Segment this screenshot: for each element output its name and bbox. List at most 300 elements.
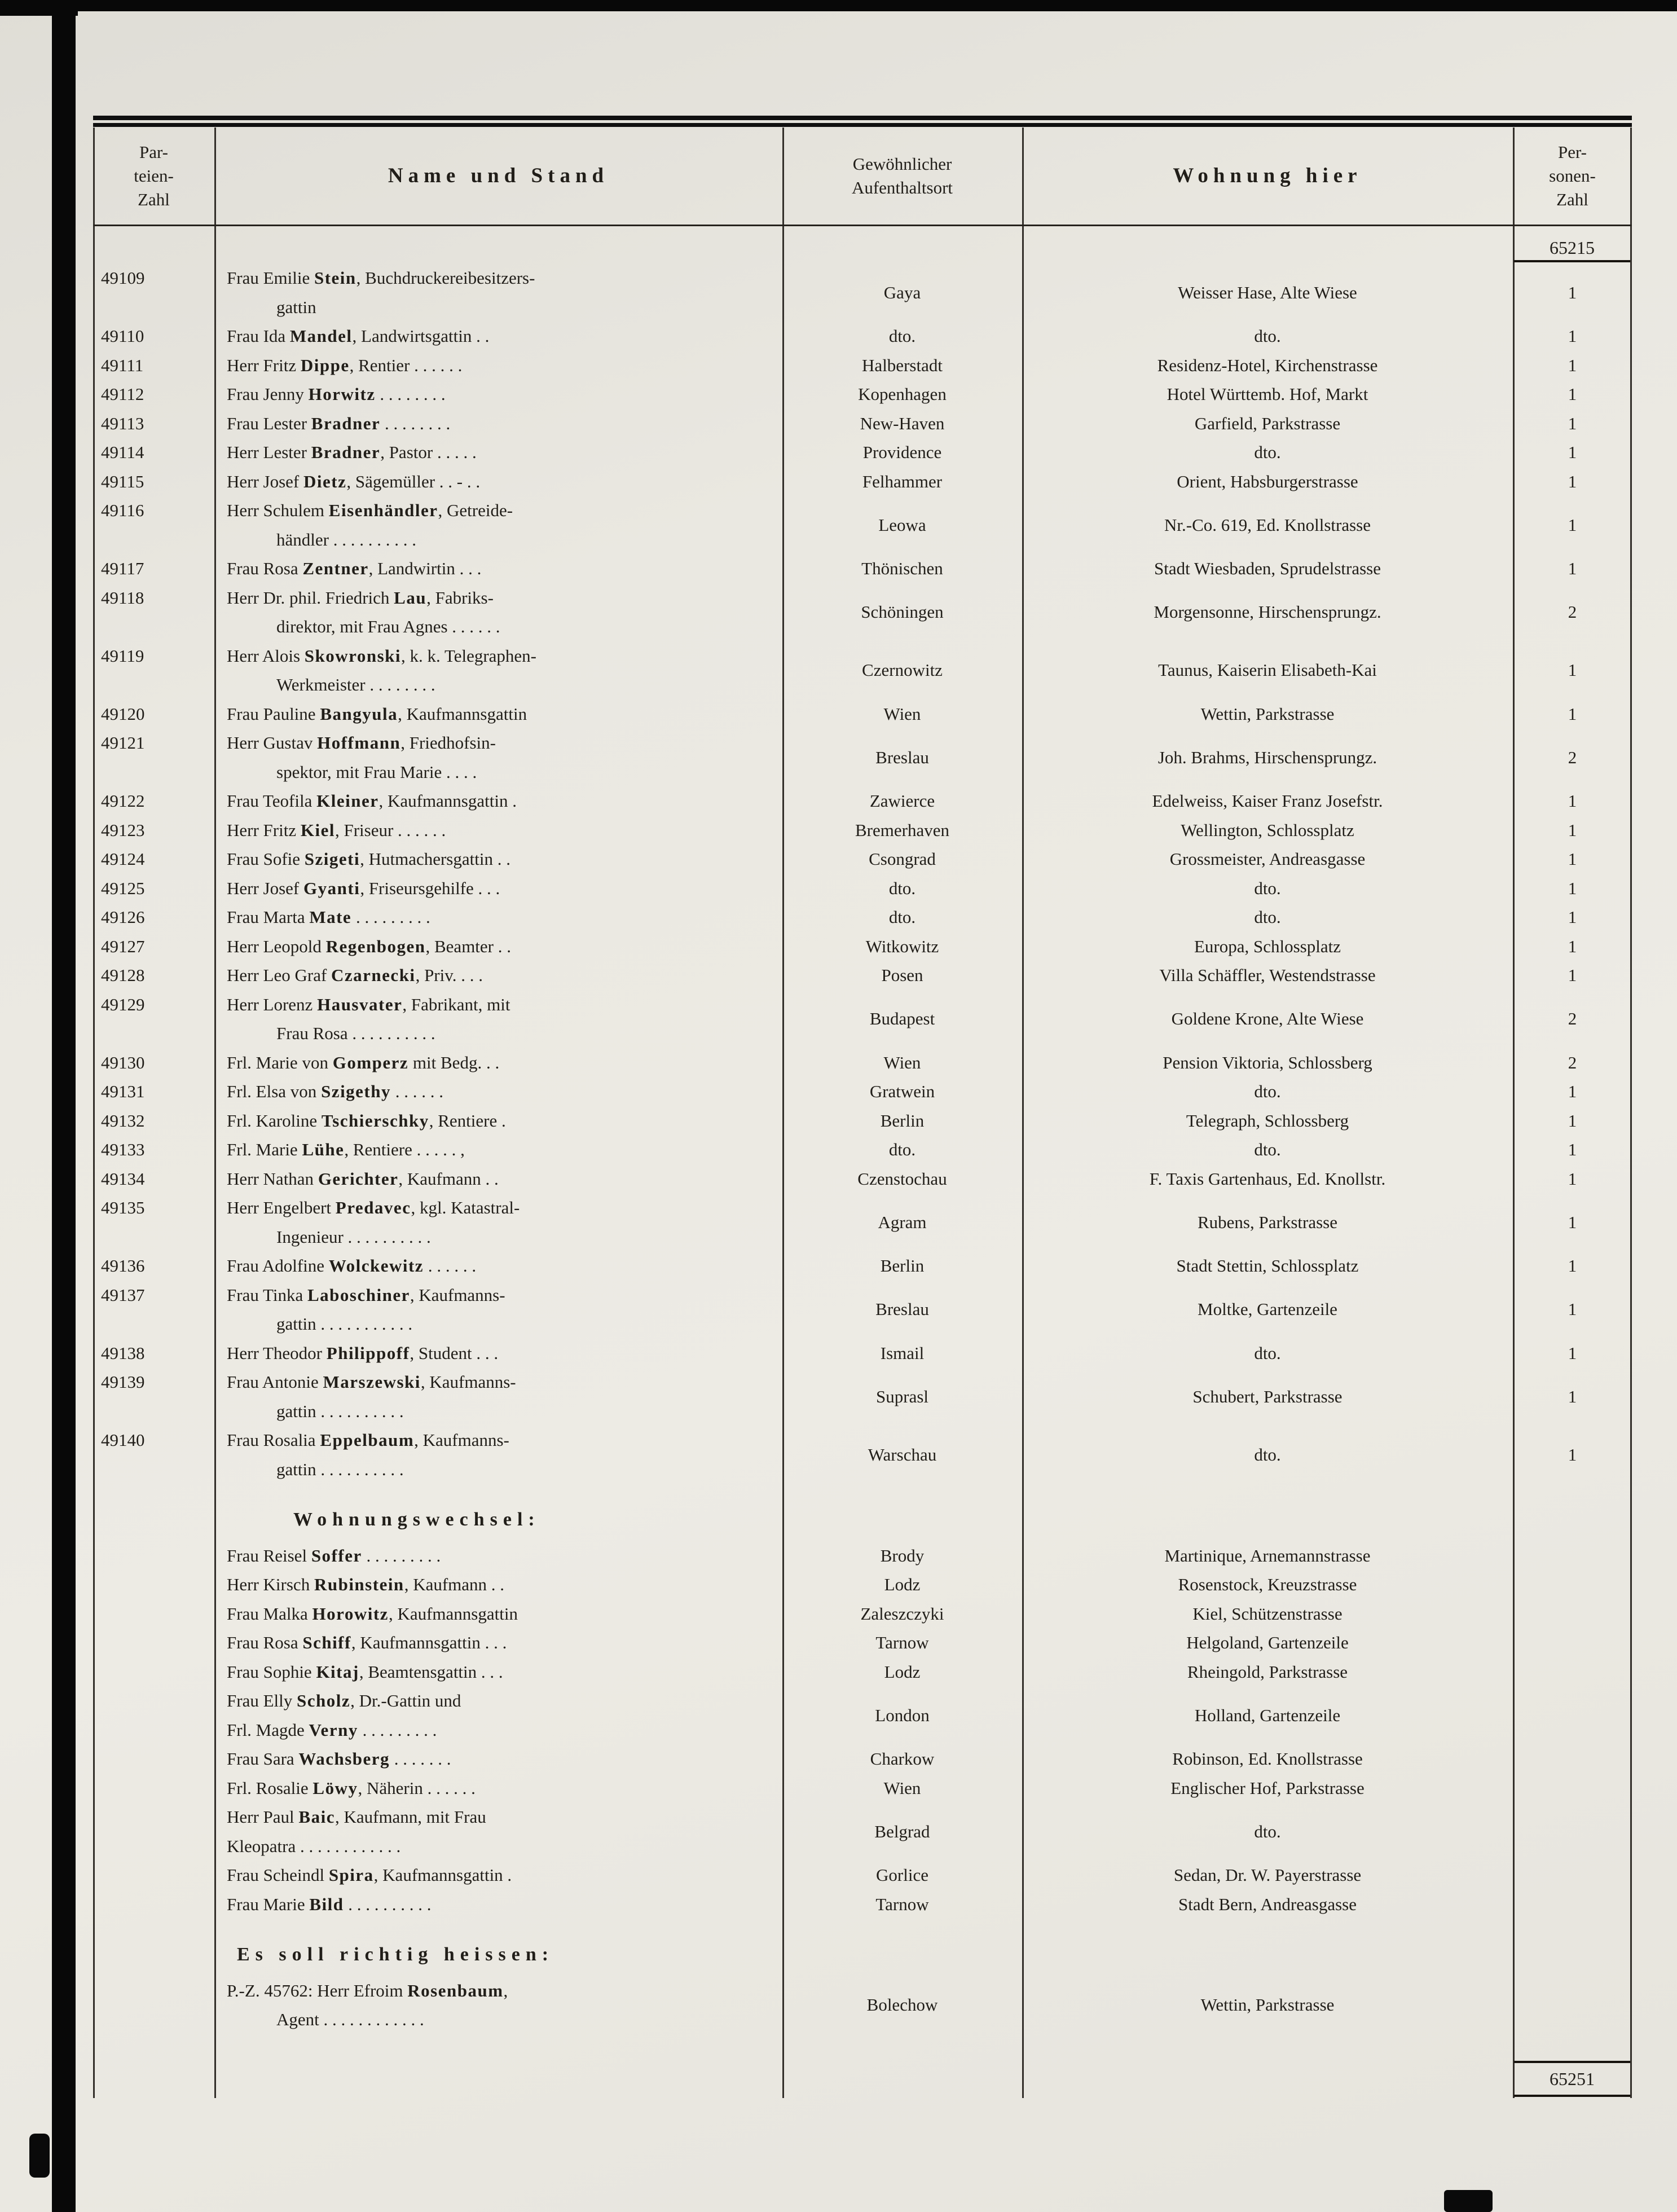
lodging-cell: Telegraph, Schlossberg [1186, 1110, 1349, 1131]
lodging-cell: F. Taxis Gartenhaus, Ed. Knollstr. [1149, 1168, 1386, 1189]
name-cell [214, 1802, 782, 1861]
name-line: Frl. Rosalie Löwy, Näherin . . . . . . [227, 1778, 476, 1798]
surname: Horwitz [308, 384, 376, 404]
residence-cell: Zaleszczyki [860, 1603, 944, 1624]
persons-count: 1 [1568, 384, 1577, 404]
residence-cell: Berlin [880, 1110, 925, 1131]
header-line: Gewöhnlicher [852, 154, 952, 174]
name-cell [214, 467, 782, 496]
party-number: 49128 [101, 965, 145, 985]
surname: Hausvater [317, 994, 403, 1014]
table-row [93, 438, 1632, 467]
residence-cell: dto. [888, 878, 916, 898]
surname: Zentner [302, 559, 369, 578]
surname: Stein [314, 268, 356, 288]
table-row [93, 1193, 1632, 1251]
persons-count: 2 [1568, 1009, 1577, 1029]
residence-cell: Zawierce [869, 791, 935, 811]
party-number: 49133 [101, 1140, 145, 1159]
surname: Predavec [335, 1198, 411, 1217]
name-line: Agent . . . . . . . . . . . . [276, 2009, 424, 2029]
header-line: Aufenthaltsort [851, 178, 953, 197]
table-row [93, 351, 1632, 380]
lodging-cell: Stadt Bern, Andreasgasse [1178, 1894, 1357, 1914]
persons-count: 1 [1568, 1299, 1577, 1320]
table-row [93, 1048, 1632, 1078]
surname: Mandel [289, 326, 353, 346]
lodging-cell: Martinique, Arnemannstrasse [1164, 1545, 1371, 1565]
residence-cell: Lodz [884, 1575, 921, 1594]
party-number: 49139 [101, 1372, 145, 1392]
name-line: Herr Alois Skowronski, k. k. Telegraphen- [227, 645, 537, 666]
lodging-cell: Wellington, Schlossplatz [1181, 820, 1354, 840]
party-number: 49129 [101, 994, 145, 1014]
table-row [93, 1890, 1632, 1919]
persons-count: 1 [1568, 559, 1577, 578]
name-line: Frau Adolfine Wolckewitz . . . . . . [227, 1256, 477, 1276]
name-line: Herr Leopold Regenbogen, Beamter . . [227, 936, 512, 956]
persons-count: 2 [1568, 1052, 1577, 1072]
party-number: 49124 [101, 849, 145, 869]
name-line: Frl. Karoline Tschierschky, Rentiere . [227, 1110, 506, 1131]
name-cell [214, 816, 782, 845]
name-line: gattin . . . . . . . . . . . [276, 1314, 413, 1334]
name-line: Herr Theodor Philippoff, Student . . . [227, 1343, 499, 1363]
table-row [93, 1657, 1632, 1687]
name-line: Herr Engelbert Predavec, kgl. Katastral- [227, 1198, 520, 1217]
residence-cell: Wien [883, 1778, 921, 1798]
party-number: 49113 [101, 413, 144, 433]
residence-cell: Lodz [884, 1661, 921, 1682]
name-cell [214, 1367, 782, 1426]
persons-count: 1 [1568, 1256, 1577, 1276]
party-number: 49131 [101, 1081, 145, 1101]
name-line: Herr Josef Gyanti, Friseursgehilfe . . . [227, 878, 500, 898]
surname: Hoffmann [317, 733, 401, 753]
lodging-cell: Sedan, Dr. W. Payerstrasse [1173, 1865, 1362, 1885]
section-title: Es soll richtig heissen: [237, 1944, 554, 1965]
top-double-rule-lower [93, 123, 1632, 127]
name-line: Frau Rosa Zentner, Landwirtin . . . [227, 559, 482, 578]
table-row [93, 903, 1632, 932]
lodging-cell: dto. [1254, 442, 1281, 462]
lodging-cell: dto. [1254, 1140, 1281, 1159]
name-line: Frau Malka Horowitz, Kaufmannsgattin [227, 1603, 518, 1624]
table-row [93, 1135, 1632, 1164]
surname: Bangyula [320, 703, 398, 724]
name-line: Frau Emilie Stein, Buchdruckereibesitzers- [227, 268, 535, 288]
name-cell [214, 1164, 782, 1194]
residence-cell: Brody [880, 1545, 925, 1565]
name-line: Frau Pauline Bangyula, Kaufmannsgattin [227, 703, 527, 724]
lodging-cell: Rheingold, Parkstrasse [1187, 1661, 1348, 1682]
party-number: 49140 [101, 1430, 145, 1450]
table-row [93, 700, 1632, 729]
residence-cell: Bremerhaven [855, 820, 949, 840]
name-line: Frl. Marie von Gomperz mit Bedg. . . [227, 1052, 500, 1072]
name-line: Herr Lester Bradner, Pastor . . . . . [227, 442, 477, 462]
party-number: 49134 [101, 1168, 145, 1189]
party-number: 49119 [101, 645, 144, 666]
table-row [93, 263, 1632, 322]
lodging-cell: Helgoland, Gartenzeile [1186, 1633, 1349, 1652]
name-line: Frl. Elsa von Szigethy . . . . . . [227, 1081, 443, 1101]
residence-cell: Breslau [875, 747, 929, 767]
persons-count: 1 [1568, 1343, 1577, 1363]
scan-blemish-bottom-right [1444, 2190, 1493, 2212]
header-name-und-stand: Name und Stand [388, 164, 609, 187]
name-line: Frau Elly Scholz, Dr.-Gattin und [227, 1691, 461, 1710]
name-line: Frau Teofila Kleiner, Kaufmannsgattin . [227, 791, 517, 811]
surname: Spira [328, 1865, 374, 1885]
table-row [93, 467, 1632, 496]
name-cell [214, 1861, 782, 1890]
lodging-cell: Englischer Hof, Parkstrasse [1170, 1778, 1365, 1798]
name-cell [214, 1077, 782, 1106]
table-row [93, 322, 1632, 351]
name-line: Frau Jenny Horwitz . . . . . . . . [227, 384, 446, 404]
name-cell [214, 1193, 782, 1251]
party-number: 49109 [101, 268, 145, 288]
lodging-cell: Residenz-Hotel, Kirchenstrasse [1157, 355, 1378, 375]
residence-cell: Budapest [869, 1009, 935, 1029]
table-row [93, 961, 1632, 990]
residence-cell: Suprasl [876, 1386, 928, 1406]
persons-count: 1 [1568, 791, 1577, 811]
table-row [93, 1106, 1632, 1136]
name-line: Herr Leo Graf Czarnecki, Priv. . . . [227, 965, 483, 985]
lodging-cell: Kiel, Schützenstrasse [1192, 1603, 1343, 1624]
residence-cell: Czenstochau [857, 1168, 947, 1189]
surname: Eisenhändler [328, 500, 438, 520]
name-cell [214, 1426, 782, 1484]
name-line: Frau Lester Bradner . . . . . . . . [227, 413, 451, 433]
name-line: Herr Schulem Eisenhändler, Getreide- [227, 500, 513, 520]
header-line: sonen- [1549, 166, 1596, 186]
residence-cell: dto. [888, 326, 916, 346]
name-cell [214, 263, 782, 322]
residence-cell: Csongrad [869, 849, 936, 869]
lodging-cell: Stadt Wiesbaden, Sprudelstrasse [1154, 559, 1381, 578]
name-line: Frau Antonie Marszewski, Kaufmanns- [227, 1372, 516, 1392]
surname: Schiff [302, 1633, 351, 1652]
name-cell [214, 1744, 782, 1774]
surname: Bradner [311, 442, 381, 462]
table-row [93, 1251, 1632, 1281]
table-header [93, 127, 1632, 225]
lodging-cell: Robinson, Ed. Knollstrasse [1172, 1749, 1363, 1769]
surname: Marszewski [323, 1372, 421, 1392]
party-number: 49127 [101, 936, 145, 956]
lodging-cell: Pension Viktoria, Schlossberg [1163, 1052, 1372, 1072]
party-number: 49112 [101, 384, 144, 404]
surname: Laboschiner [307, 1285, 410, 1305]
persons-count: 2 [1568, 602, 1577, 622]
surname: Verny [309, 1720, 358, 1740]
persons-count: 1 [1568, 326, 1577, 346]
persons-count: 1 [1568, 282, 1577, 302]
table-row [93, 1367, 1632, 1426]
name-cell [214, 1251, 782, 1281]
name-cell [214, 1890, 782, 1919]
persons-count: 1 [1568, 442, 1577, 462]
residence-cell: Witkowitz [865, 936, 939, 956]
residence-cell: Halberstadt [862, 355, 943, 375]
lodging-cell: dto. [1254, 1821, 1281, 1841]
name-cell [214, 786, 782, 816]
party-number: 49136 [101, 1256, 145, 1276]
scan-edge-left [52, 0, 76, 2212]
name-line: Frau Rosa Schiff, Kaufmannsgattin . . . [227, 1633, 507, 1652]
party-number: 49111 [101, 355, 144, 375]
party-number: 49137 [101, 1285, 145, 1305]
lodging-cell: Morgensonne, Hirschensprungz. [1154, 602, 1381, 622]
table-row [93, 554, 1632, 583]
table-row [93, 1570, 1632, 1599]
lodging-cell: Europa, Schlossplatz [1194, 936, 1341, 956]
party-number: 49126 [101, 907, 145, 927]
surname: Soffer [311, 1545, 362, 1565]
name-line: Frau Ida Mandel, Landwirtsgattin . . [227, 326, 490, 346]
name-line: Frau Sofie Szigeti, Hutmachersgattin . . [227, 849, 510, 869]
surname: Bradner [311, 413, 381, 433]
name-cell [214, 1570, 782, 1599]
table-row [93, 816, 1632, 845]
residence-cell: Agram [878, 1212, 927, 1232]
name-line: gattin . . . . . . . . . . [276, 1459, 404, 1479]
lodging-cell: dto. [1254, 326, 1281, 346]
residence-cell: Thönischen [861, 559, 943, 578]
surname: Bild [309, 1894, 344, 1914]
party-number: 49117 [101, 559, 144, 578]
table-body [93, 226, 1632, 2034]
name-line: Werkmeister . . . . . . . . [276, 675, 435, 694]
surname: Rosenbaum [407, 1980, 504, 2000]
surname: Gyanti [303, 878, 360, 898]
residence-cell: Belgrad [874, 1821, 930, 1841]
party-number: 49115 [101, 471, 144, 491]
persons-count: 1 [1568, 413, 1577, 433]
name-cell [214, 1106, 782, 1136]
residence-cell: Schöningen [861, 602, 944, 622]
name-line: Herr Fritz Dippe, Rentier . . . . . . [227, 355, 463, 375]
surname: Mate [309, 907, 352, 927]
surname: Regenbogen [325, 936, 426, 956]
name-cell [214, 1339, 782, 1368]
name-line: Herr Paul Baic, Kaufmann, mit Frau [227, 1807, 486, 1827]
table-row [93, 380, 1632, 409]
residence-cell: Gorlice [876, 1865, 928, 1885]
surname: Scholz [297, 1691, 351, 1710]
name-line: direktor, mit Frau Agnes . . . . . . [276, 617, 500, 636]
persons-count: 1 [1568, 849, 1577, 869]
lodging-cell: Orient, Habsburgerstrasse [1177, 471, 1358, 491]
page-number-top: 65215 [1514, 235, 1630, 262]
scan-edge-top [0, 0, 1677, 11]
party-number: 49123 [101, 820, 145, 840]
name-line: händler . . . . . . . . . . [276, 529, 416, 549]
residence-cell: Posen [881, 965, 923, 985]
table-row [93, 1861, 1632, 1890]
table-row [93, 1774, 1632, 1803]
name-cell [214, 990, 782, 1048]
persons-count: 1 [1568, 514, 1577, 535]
section-title: Wohnungswechsel: [293, 1509, 540, 1530]
persons-count: 1 [1568, 355, 1577, 375]
surname: Rubinstein [314, 1575, 404, 1594]
lodging-cell: Taunus, Kaiserin Elisabeth-Kai [1158, 660, 1377, 680]
lodging-cell: Grossmeister, Andreasgasse [1169, 849, 1366, 869]
name-line: Frau Marta Mate . . . . . . . . . [227, 907, 430, 927]
lodging-cell: Villa Schäffler, Westendstrasse [1159, 965, 1376, 985]
residence-cell: Tarnow [875, 1894, 929, 1914]
persons-count: 1 [1568, 965, 1577, 985]
table-row [93, 845, 1632, 874]
name-cell [214, 322, 782, 351]
persons-count: 1 [1568, 907, 1577, 927]
residence-cell: Tarnow [875, 1633, 929, 1652]
name-line: Herr Nathan Gerichter, Kaufmann . . [227, 1168, 499, 1189]
residence-cell: Czernowitz [862, 660, 943, 680]
name-line: Ingenieur . . . . . . . . . . [276, 1226, 431, 1247]
name-line: Kleopatra . . . . . . . . . . . . [227, 1836, 401, 1856]
name-line: Frau Rosalia Eppelbaum, Kaufmanns- [227, 1430, 509, 1450]
party-number: 49110 [101, 326, 144, 346]
table-row [93, 409, 1632, 438]
party-number: 49125 [101, 878, 145, 898]
name-line: Herr Lorenz Hausvater, Fabrikant, mit [227, 994, 510, 1014]
name-line: Frau Scheindl Spira, Kaufmannsgattin . [227, 1865, 512, 1885]
name-cell [214, 1281, 782, 1339]
table-row [93, 1541, 1632, 1571]
party-number: 49120 [101, 703, 145, 724]
header-personen-zahl [1513, 140, 1632, 212]
persons-count: 1 [1568, 936, 1577, 956]
residence-cell: Wien [883, 1052, 921, 1072]
table-row [93, 1744, 1632, 1774]
name-line: Frau Reisel Soffer . . . . . . . . . [227, 1545, 441, 1565]
lodging-cell: Nr.-Co. 619, Ed. Knollstrasse [1164, 514, 1371, 535]
scan-blemish-bottom-left [29, 2134, 50, 2178]
persons-count: 1 [1568, 471, 1577, 491]
surname: Kleiner [316, 791, 379, 811]
name-cell [214, 1048, 782, 1078]
residence-cell: dto. [888, 1140, 916, 1159]
residence-cell: London [875, 1705, 930, 1725]
party-number: 49116 [101, 500, 144, 520]
table-row [93, 990, 1632, 1048]
header-line: Zahl [138, 190, 170, 209]
name-cell [214, 845, 782, 874]
guest-list-table [93, 116, 1632, 2100]
name-cell [214, 1774, 782, 1803]
name-line: Frau Sophie Kitaj, Beamtensgattin . . . [227, 1661, 503, 1682]
table-row [93, 1628, 1632, 1657]
lodging-cell: Moltke, Gartenzeile [1198, 1299, 1337, 1320]
party-number: 49118 [101, 587, 144, 608]
header-line: Par- [139, 142, 169, 162]
name-cell [214, 1541, 782, 1571]
persons-count: 1 [1568, 1444, 1577, 1465]
party-number: 49122 [101, 791, 145, 811]
surname: Philippoff [326, 1343, 410, 1363]
lodging-cell: dto. [1254, 907, 1281, 927]
name-line: Frl. Marie Lühe, Rentiere . . . . . , [227, 1140, 465, 1159]
residence-cell: Bolechow [866, 1995, 938, 2015]
table-row [93, 728, 1632, 786]
table-row [93, 1164, 1632, 1194]
lodging-cell: Weisser Hase, Alte Wiese [1178, 282, 1357, 302]
name-cell [214, 961, 782, 990]
name-line: Herr Kirsch Rubinstein, Kaufmann . . [227, 1575, 505, 1594]
name-cell [214, 728, 782, 786]
table-row [93, 496, 1632, 554]
surname: Lau [394, 587, 427, 608]
table-row [93, 1976, 1632, 2034]
header-wohnung-hier: Wohnung hier [1173, 164, 1362, 187]
party-number: 49121 [101, 733, 145, 753]
name-line: P.-Z. 45762: Herr Efroim Rosenbaum, [227, 1980, 508, 2000]
surname: Wolckewitz [328, 1256, 424, 1276]
name-cell [214, 1628, 782, 1657]
party-number: 49132 [101, 1110, 145, 1131]
name-cell [214, 1976, 782, 2034]
residence-cell: New-Haven [860, 413, 945, 433]
name-cell [214, 1599, 782, 1629]
lodging-cell: Goldene Krone, Alte Wiese [1171, 1009, 1364, 1029]
persons-count: 1 [1568, 1081, 1577, 1101]
persons-count: 1 [1568, 660, 1577, 680]
name-line: Herr Dr. phil. Friedrich Lau, Fabriks- [227, 587, 494, 608]
table-row [93, 1426, 1632, 1484]
name-cell [214, 583, 782, 641]
name-line: Herr Fritz Kiel, Friseur . . . . . . [227, 820, 446, 840]
surname: Dippe [300, 355, 350, 375]
party-number: 49114 [101, 442, 144, 462]
persons-count: 2 [1568, 747, 1577, 767]
name-line: Frl. Magde Verny . . . . . . . . . [227, 1720, 437, 1740]
surname: Czarnecki [331, 965, 416, 985]
lodging-cell: Stadt Stettin, Schlossplatz [1176, 1256, 1359, 1276]
lodging-cell: dto. [1254, 1444, 1281, 1465]
lodging-cell: Edelweiss, Kaiser Franz Josefstr. [1152, 791, 1383, 811]
header-parteien-zahl [93, 140, 214, 212]
residence-cell: Ismail [880, 1343, 925, 1363]
name-cell [214, 496, 782, 554]
name-line: Herr Josef Dietz, Sägemüller . . - . . [227, 471, 481, 491]
table-row [93, 874, 1632, 903]
name-cell [214, 641, 782, 700]
header-line: Per- [1557, 142, 1587, 162]
surname: Kitaj [316, 1661, 359, 1682]
name-line: Frau Sara Wachsberg . . . . . . . [227, 1749, 451, 1769]
name-cell [214, 903, 782, 932]
surname: Kiel [300, 820, 335, 840]
surname: Skowronski [304, 645, 401, 666]
table-row [93, 1599, 1632, 1629]
header-line: teien- [134, 166, 174, 186]
table-row [93, 641, 1632, 700]
surname: Baic [298, 1807, 335, 1827]
lodging-cell: Joh. Brahms, Hirschensprungz. [1157, 747, 1377, 767]
lodging-cell: Wettin, Parkstrasse [1200, 703, 1335, 724]
surname: Szigeti [304, 849, 360, 869]
lodging-cell: Rubens, Parkstrasse [1198, 1212, 1337, 1232]
persons-count: 1 [1568, 878, 1577, 898]
party-number: 49135 [101, 1198, 145, 1217]
surname: Szigethy [321, 1081, 391, 1101]
name-cell [214, 438, 782, 467]
